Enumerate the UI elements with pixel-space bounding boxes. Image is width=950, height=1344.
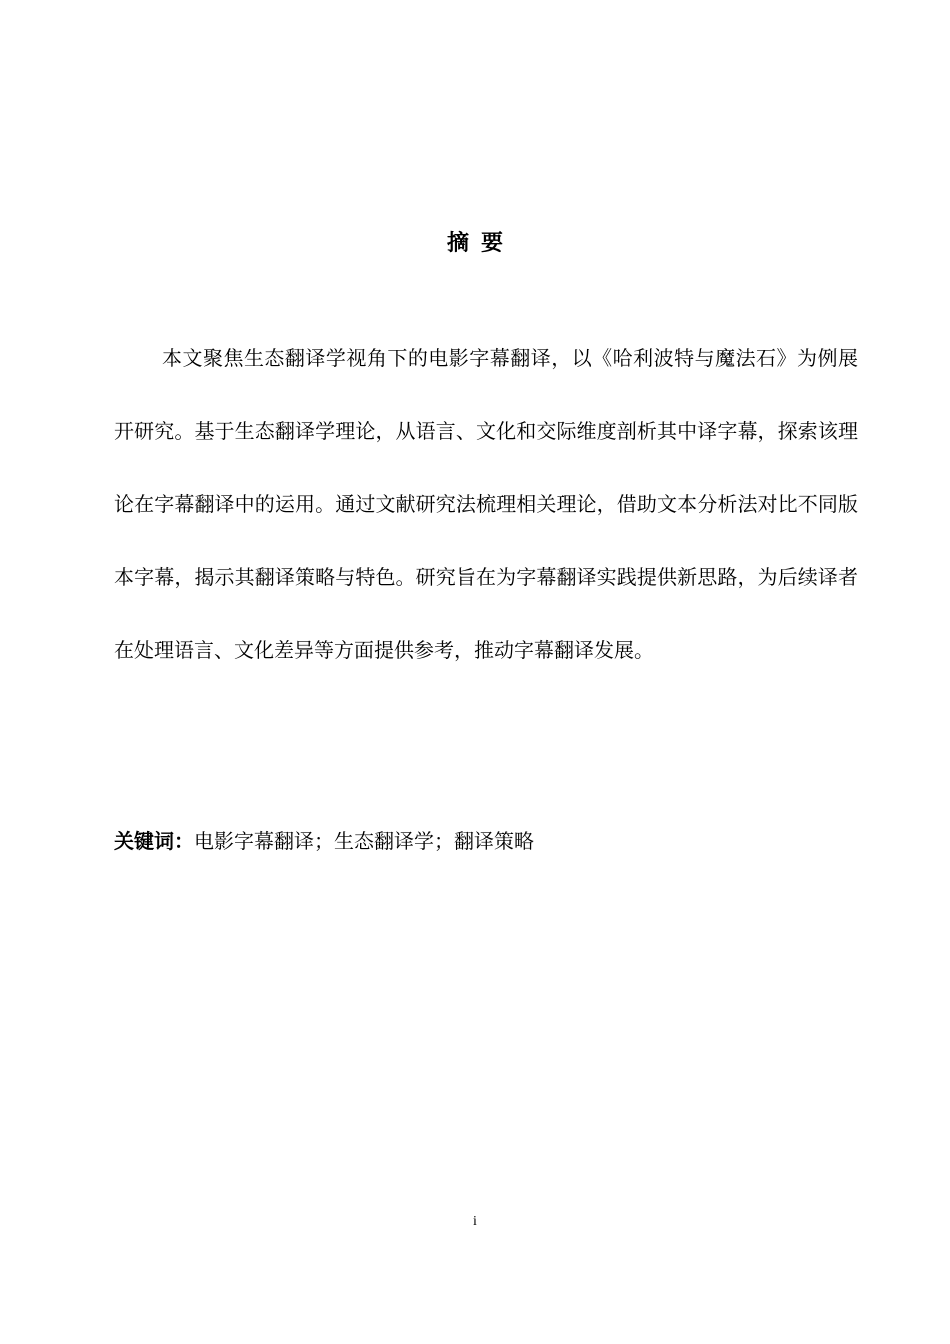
abstract-body: 本文聚焦生态翻译学视角下的电影字幕翻译，以《哈利波特与魔法石》为例展开研究。基于生态翻译学理论，从语言、文化和交际维度剖析其中译字幕，探索该理论在字幕翻译中的运用。通过文献研究法梳理相关理论，借助文本分析法对比不同版本字幕，揭示其翻译策略与特色。研究旨在为字幕翻译实践提供新思路，为后续译者在处理语言、文化差异等方面提供参考，推动字幕翻译发展。 (114, 346, 858, 662)
abstract-title: 摘要 (446, 231, 515, 256)
keywords-label: 关键词： (114, 829, 194, 853)
page-number: i (473, 1214, 477, 1229)
keywords-list: 电影字幕翻译；生态翻译学；翻译策略 (194, 829, 534, 853)
keywords-line (114, 822, 858, 860)
